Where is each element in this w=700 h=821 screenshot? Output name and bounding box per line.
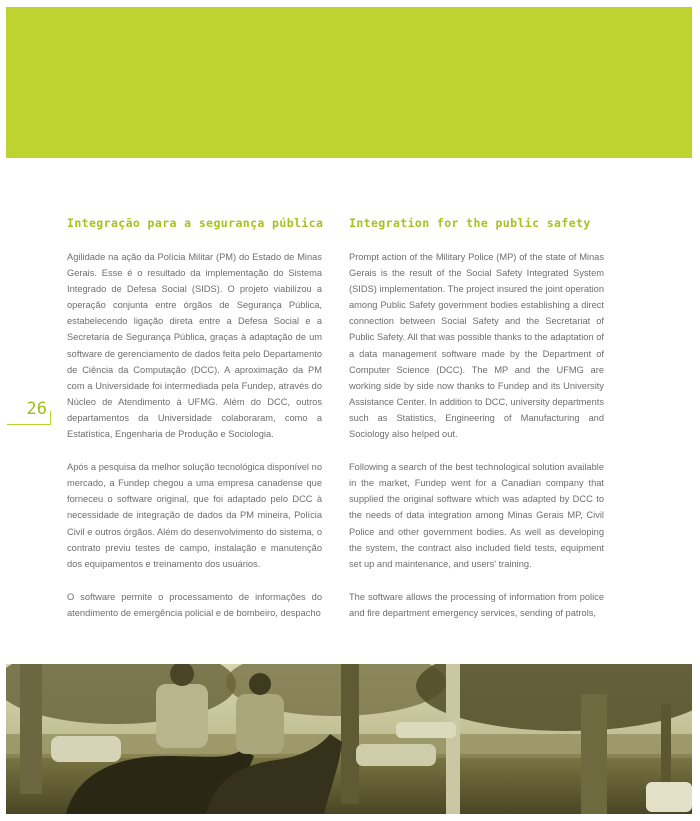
portuguese-paragraph-2: Após a pesquisa da melhor solução tecnológica disponível no mercado, a Fundep chegou a uma empresa canadense que forneceu o software original, que foi adaptado pelo DCC à necessidade de integração de dados da PM mineira, Polícia Civil e outros órgãos. Além do desenvolvimento do sistema, o contrato previu testes de campo, instalação e manutenção dos equipamentos e treinamento dos usuários.: [67, 462, 322, 569]
header-color-band: [6, 7, 692, 158]
parked-car: [51, 736, 121, 762]
page-number-tick: [50, 411, 51, 425]
english-paragraph-1: Prompt action of the Military Police (MP) of the state of Minas Gerais is the result of the Social Safety Integrated System (SIDS) implementation. The project insured the joint operation among Public Safety government bodies establishing a direct connection between Social Safety and the Secretariat of Public Safety. All that was possible thanks to the adaptation of a data management software made by the Department of Computer Science (DCC). The MP and the UFMG are working side by side now thanks to Fundep and its University Assistance Center. In addition to DCC, university departments such as Statistics, Engineering of Manufacturing and Sociology also helped out.: [349, 252, 604, 440]
portuguese-column: [67, 216, 322, 621]
english-paragraph-3: The software allows the processing of information from police and fire department emergency services, sending of patrols,: [349, 591, 604, 618]
page-number: [7, 398, 51, 425]
english-paragraph-2: Following a search of the best technological solution available in the market, Fundep went for a Canadian company that supplied the original software which was adapted by DCC to the needs of data integration among Minas Gerais MP, Civil Police and other government bodies. As well as developing the system, the contract also included field tests, equipment set up and maintenance, and users' training.: [349, 462, 604, 569]
portuguese-paragraph-1: Agilidade na ação da Polícia Militar (PM) do Estado de Minas Gerais. Esse é o resultado da implementação do Sistema Integrado de Defesa Social (SIDS). O projeto viabilizou a operação conjunta entre órgãos de Segurança Pública, estabelecendo ligação direta entre a Defesa Social e a Secretaria de Segurança Pública, graças à adaptação de um software de gerenciamento de dados feita pelo Departamento de Ciência da Computação (DCC). A aproximação da PM com a Universidade foi intermediada pela Fundep, através do Núcleo de Atendimento à UFMG. Além do DCC, outros departamentos da Universidade colaboraram, como a Estatística, Engenharia de Produção e Sociologia.: [67, 252, 322, 440]
tree-trunk: [661, 704, 671, 794]
parked-car: [646, 782, 692, 812]
rider: [236, 694, 284, 754]
parked-car: [356, 744, 436, 766]
tree-trunk: [20, 664, 42, 794]
tree-trunk: [446, 664, 460, 814]
tree-trunk: [341, 664, 359, 804]
rider: [156, 684, 208, 748]
page-number-text: 26: [26, 399, 47, 419]
rider-head: [249, 673, 271, 695]
english-heading: Integration for the public safety: [349, 216, 591, 230]
parked-car: [396, 722, 456, 738]
portuguese-paragraph-3: O software permite o processamento de informações do atendimento de emergência policial e de bombeiro, despacho: [67, 591, 322, 618]
portuguese-heading: Integração para a segurança pública: [67, 216, 324, 230]
photo-illustration: [6, 664, 692, 814]
mounted-police-photo: [6, 664, 692, 814]
english-column: [349, 216, 604, 621]
tree-trunk: [581, 694, 607, 814]
